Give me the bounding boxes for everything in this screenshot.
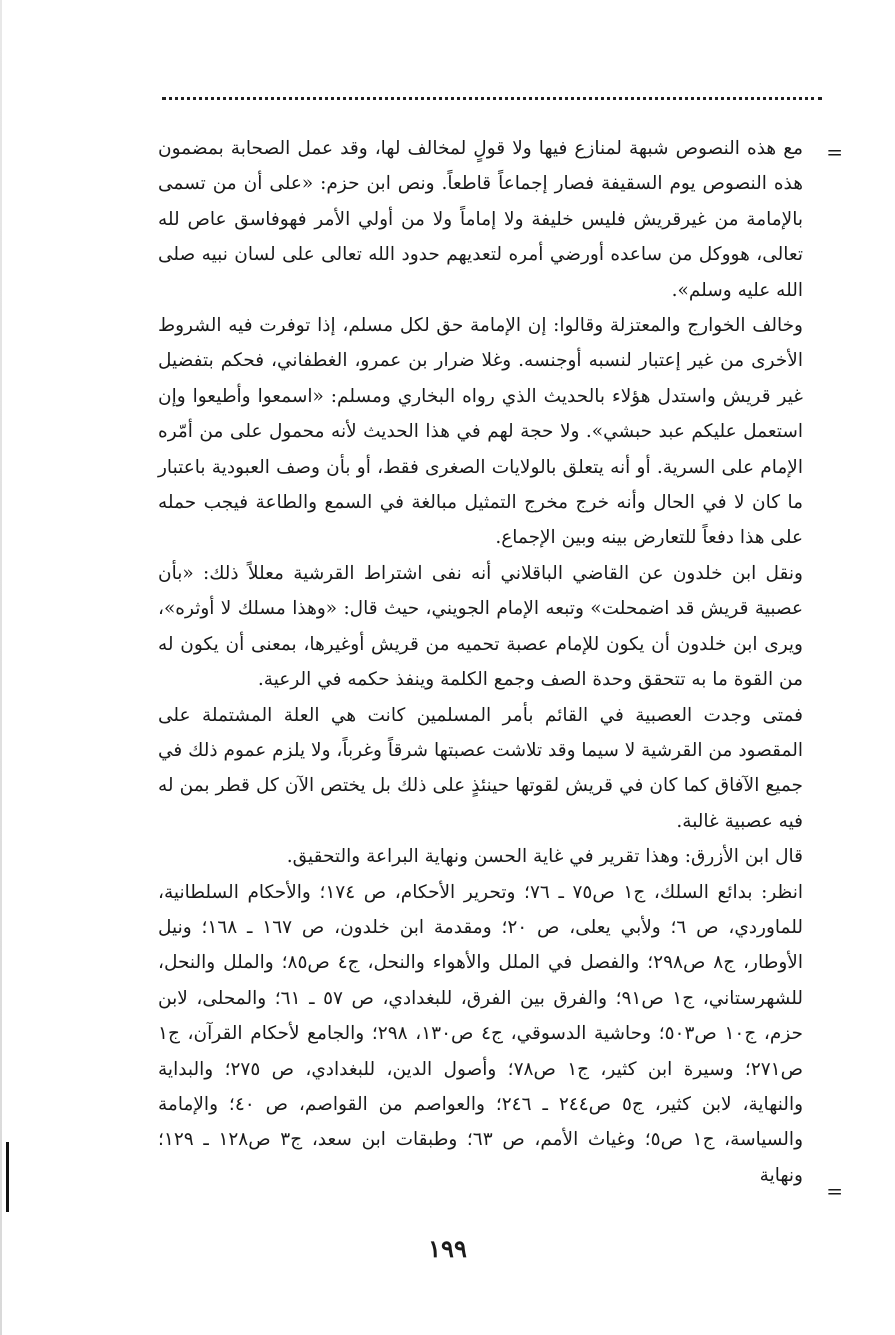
paragraph-5: قال ابن الأزرق: وهذا تقرير في غاية الحسن ونهاية البراعة والتحقيق. <box>286 846 803 868</box>
footnote-body <box>158 131 843 1203</box>
scan-edge <box>0 0 2 1335</box>
continuation-marker-bottom: = <box>826 1179 843 1203</box>
paragraph-2: وخالف الخوارج والمعتزلة وقالوا: إن الإمامة حق لكل مسلم، إذا توفرت فيه الشروط الأخرى من غير إعتبار لنسبه أوجنسه. وغلا ضرار بن عمرو، الغطفاني، فحكم بتفضيل غير قريش واستدل هؤلاء بالحديث الذي رواه البخاري ومسلم: «اسمعوا وأطيعوا وإن استعمل عليكم عبد حبشي». ولا حجة لهم في هذا الحديث لأنه محمول على من أمّره الإمام على السرية. أو أنه يتعلق بالولايات الصغرى فقط، أو بأن وصف العبودية باعتبار ما كان لا في الحال وأنه خرج مخرج التمثيل مبالغة في السمع والطاعة فيجب حمله على هذا دفعاً للتعارض بينه وبين الإجماع. <box>158 315 803 549</box>
continuation-marker-top: = <box>826 140 843 164</box>
paragraph-1: مع هذه النصوص شبهة لمنازع فيها ولا قولٍ لمخالف لها، وقد عمل الصحابة بمضمون هذه النصوص يوم السقيفة فصار إجماعاً قاطعاً. ونص ابن حزم: «على أن من تسمى بالإمامة من غيرقريش فليس خليفة ولا إماماً ولا من أولي الأمر فهوفاسق عاص لله تعالى، هووكل من ساعده أورضي أمره لتعديهم حدود الله تعالى على لسان نبيه صلى الله عليه وسلم». <box>158 138 803 301</box>
dotted-separator <box>162 97 822 100</box>
page-number: ١٩٩ <box>428 1234 467 1263</box>
paragraph-4: فمتى وجدت العصبية في القائم بأمر المسلمين كانت هي العلة المشتملة على المقصود من القرشية لا سيما وقد تلاشت عصبتها شرقاً وغرباً، ولا يلزم عموم ذلك في جميع الآفاق كما كان في قريش لقوتها حينئذٍ على ذلك بل يختص الآن كل قطر بمن له فيه عصبية غالبة. <box>158 704 803 832</box>
scan-mark <box>6 1142 9 1212</box>
references-paragraph: انظر: بدائع السلك، ج١ ص٧٥ ـ ٧٦؛ وتحرير الأحكام، ص ١٧٤؛ والأحكام السلطانية، للماوردي، ص ٦؛ ولأبي يعلى، ص ٢٠؛ ومقدمة ابن خلدون، ص ١٦٧ ـ ١٦٨؛ ونيل الأوطار، ج٨ ص٢٩٨؛ والفصل في الملل والأهواء والنحل، ج٤ ص٨٥؛ والملل والنحل، للشهرستاني، ج١ ص٩١؛ والفرق بين الفرق، للبغدادي، ص ٥٧ ـ ٦١؛ والمحلى، لابن حزم، ج١٠ ص٥٠٣؛ وحاشية الدسوقي، ج٤ ص١٣٠، ٢٩٨؛ والجامع لأحكام القرآن، ج١ ص٢٧١؛ وسيرة ابن كثير، ج١ ص٧٨؛ وأصول الدين، للبغدادي، ص ٢٧٥؛ والبداية والنهاية، لابن كثير، ج٥ ص٢٤٤ ـ ٢٤٦؛ والعواصم من القواصم، ص ٤٠؛ والإمامة والسياسة، ج١ ص٥؛ وغياث الأمم، ص ٦٣؛ وطبقات ابن سعد، ج٣ ص١٢٨ ـ ١٢٩؛ ونهاية <box>158 881 804 1186</box>
paragraph-3: ونقل ابن خلدون عن القاضي الباقلاني أنه نفى اشتراط القرشية معللاً ذلك: «بأن عصبية قريش قد اضمحلت» وتبعه الإمام الجويني، حيث قال: «وهذا مسلك لا أوثره»، ويرى ابن خلدون أن يكون للإمام عصبة تحميه من قريش أوغيرها، بمعنى أن يكون له من القوة ما به تتحقق وحدة الصف وجمع الكلمة وينفذ حكمه في الرعية. <box>158 562 803 691</box>
